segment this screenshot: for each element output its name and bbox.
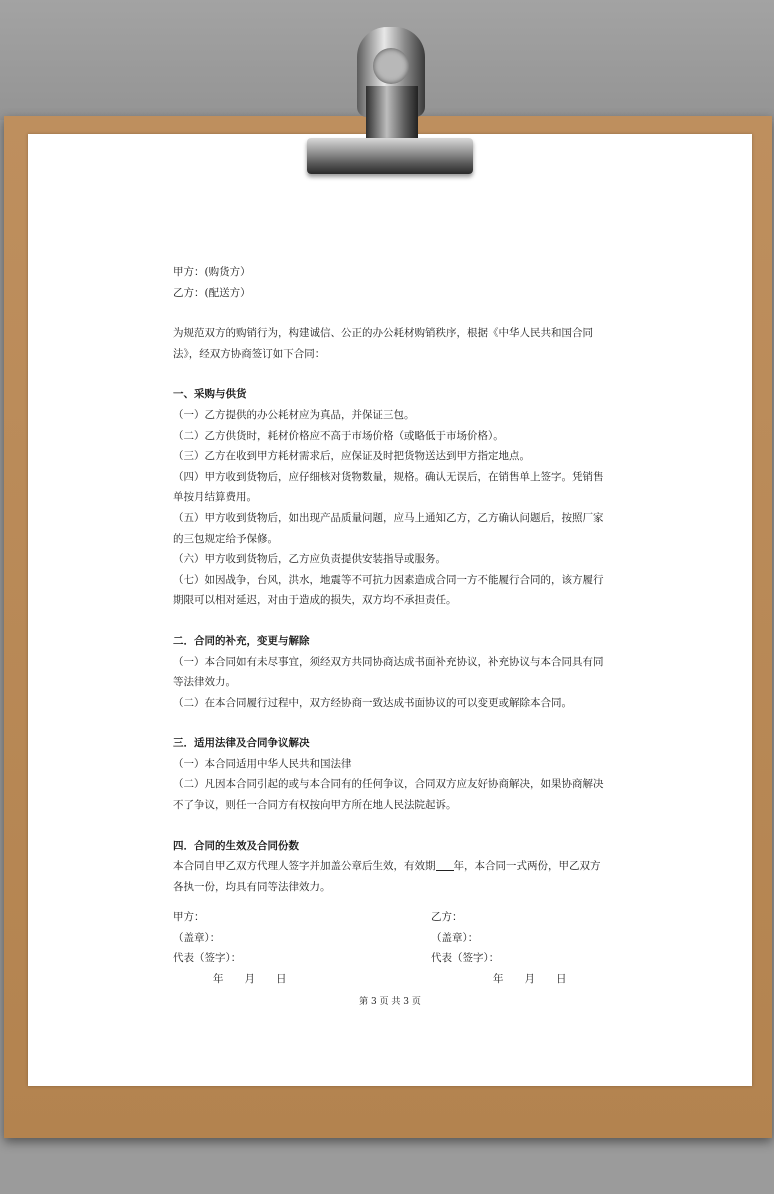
clause: （六）甲方收到货物后，乙方应负责提供安装指导或服务。 xyxy=(173,553,446,566)
clause: （二）凡因本合同引起的或与本合同有的任何争议，合同双方应友好协商解决，如果协商解决不了争议，则任一合同方有权按向甲方所在地人民法院起诉。 xyxy=(173,778,604,812)
clause xyxy=(173,856,605,897)
clause: （二）乙方供货时，耗材价格应不高于市场价格（或略低于市场价格）。 xyxy=(173,429,504,442)
validity-text-after: 年，本合同一式两份，甲乙双方各执一份，均具有同等法律效力。 xyxy=(173,860,601,893)
spacer xyxy=(173,611,605,631)
validity-text-before: 本合同自甲乙双方代理人签字并加盖公章后生效，有效期 xyxy=(173,860,436,873)
section-heading: 二．合同的补充，变更与解除 xyxy=(173,634,310,647)
sign-seal-label: （盖章）： xyxy=(431,931,479,944)
section-heading: 四．合同的生效及合同份数 xyxy=(173,839,299,852)
binder-clip-plate xyxy=(307,138,473,174)
section-heading: 一、采购与供货 xyxy=(173,388,247,401)
sign-seal-label: （盖章）： xyxy=(173,931,221,944)
validity-blank xyxy=(436,858,454,871)
binder-clip-body xyxy=(366,86,418,142)
clause: （五）甲方收到货物后，如出现产品质量问题，应马上通知乙方，乙方确认问题后，按照厂家的三包规定给予保修。 xyxy=(173,511,604,545)
intro-paragraph: 为规范双方的购销行为，构建诚信、公正的办公耗材购销秩序，根据《中华人民共和国合同法》，经双方协商签订如下合同： xyxy=(173,327,593,360)
party-a-sign xyxy=(173,907,431,989)
clause: （二）在本合同履行过程中，双方经协商一致达成书面协议的可以变更或解除本合同。 xyxy=(173,696,572,709)
page-number: 第 3 页 共 3 页 xyxy=(359,997,421,1007)
clause: （一）乙方提供的办公耗材应为真品，并保证三包。 xyxy=(173,408,415,421)
party-a-line: 甲方：(购货方） xyxy=(173,266,251,278)
binder-clip-hole xyxy=(373,48,409,84)
clause: （一）本合同如有未尽事宜，须经双方共同协商达成书面补充协议，补充协议与本合同具有同等法律效力。 xyxy=(173,655,604,689)
spacer xyxy=(173,713,605,733)
spacer xyxy=(173,364,605,384)
clause: （一）本合同适用中华人民共和国法律 xyxy=(173,757,352,770)
contract-body xyxy=(173,262,605,897)
clause: （七）如因战争，台风，洪水，地震等不可抗力因素造成合同一方不能履行合同的，该方履行期限可以相对延迟，对由于造成的损失，双方均不承担责任。 xyxy=(173,573,604,607)
spacer xyxy=(173,303,605,323)
sign-rep-label: 代表（签字）： xyxy=(173,952,242,965)
clause: （四）甲方收到货物后，应仔细核对货物数量，规格。确认无误后，在销售单上签字。凭销售单按月结算费用。 xyxy=(173,470,604,504)
party-b-line: 乙方：(配送方） xyxy=(173,286,251,299)
clause: （三）乙方在收到甲方耗材需求后，应保证及时把货物送达到甲方指定地点。 xyxy=(173,450,530,463)
sign-party-label: 乙方： xyxy=(431,911,463,923)
signature-row xyxy=(173,907,605,989)
party-b-sign xyxy=(431,907,605,989)
spacer xyxy=(173,816,605,836)
sign-date: 年 月 日 xyxy=(493,972,567,985)
section-heading: 三．适用法律及合同争议解决 xyxy=(173,737,310,750)
sign-date: 年 月 日 xyxy=(213,972,287,985)
signature-block xyxy=(173,907,605,989)
sign-rep-label: 代表（签字）： xyxy=(431,952,500,965)
sign-party-label: 甲方： xyxy=(173,911,205,923)
